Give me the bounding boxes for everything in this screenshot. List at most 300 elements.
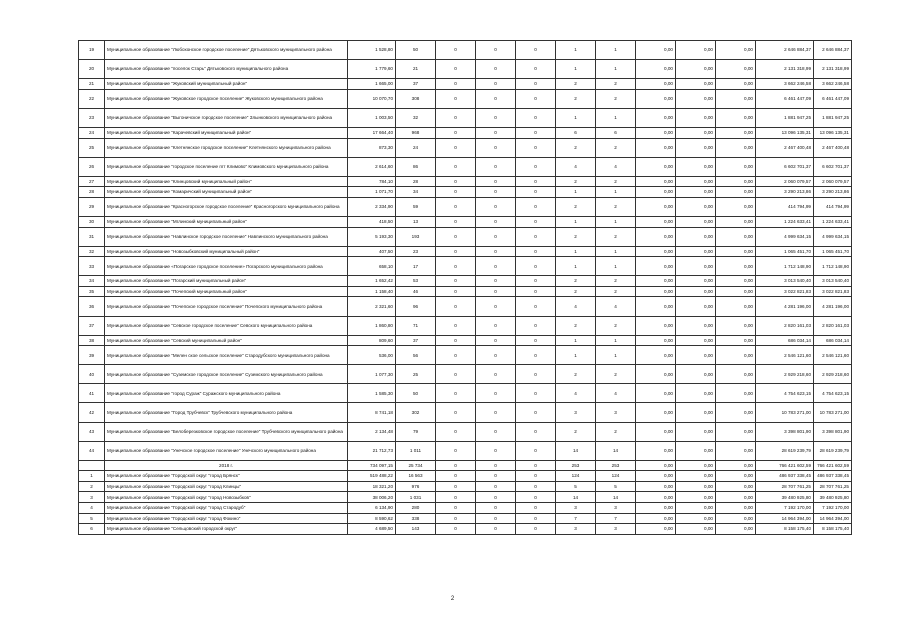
value-cell-c4: 0 xyxy=(476,157,516,176)
value-cell-c3: 0 xyxy=(436,286,476,297)
table-row xyxy=(79,403,852,422)
value-cell-c10: 0,00 xyxy=(716,481,756,492)
value-cell-c3: 0 xyxy=(436,176,476,187)
value-cell-c7: 4 xyxy=(596,157,636,176)
value-cell-c1: 18 321,20 xyxy=(348,481,396,492)
value-cell-c8: 0,00 xyxy=(636,276,676,287)
municipality-name: Муниципальное образование "Суземское городское поселение" Суземского муниципального района xyxy=(105,365,348,384)
value-cell-c11: 4 281 196,00 xyxy=(756,297,814,316)
value-cell-c8: 0,00 xyxy=(636,286,676,297)
value-cell-c12: 28 707 761,25 xyxy=(814,481,852,492)
value-cell-c10: 0,00 xyxy=(716,346,756,365)
value-cell-c4: 0 xyxy=(476,316,516,335)
value-cell-c6: 1 xyxy=(556,108,596,127)
row-number: 5 xyxy=(79,513,105,524)
row-number: 28 xyxy=(79,187,105,198)
value-cell-c2: 17 xyxy=(396,257,436,276)
value-cell-c6: 2 xyxy=(556,276,596,287)
value-cell-c4: 0 xyxy=(476,60,516,79)
value-cell-c2: 37 xyxy=(396,335,436,346)
value-cell-c1: 1 860,80 xyxy=(348,316,396,335)
value-cell-c10: 0,00 xyxy=(716,138,756,157)
value-cell-c11: 3 290 213,86 xyxy=(756,187,814,198)
value-cell-c4: 0 xyxy=(476,403,516,422)
value-cell-c1: 519 488,22 xyxy=(348,471,396,482)
value-cell-c12: 486 937 338,45 xyxy=(814,471,852,482)
row-number: 30 xyxy=(79,216,105,227)
table-row xyxy=(79,471,852,482)
value-cell-c5: 0 xyxy=(516,297,556,316)
value-cell-c4: 0 xyxy=(476,108,516,127)
value-cell-c8: 0,00 xyxy=(636,246,676,257)
value-cell-c11: 1 712 148,90 xyxy=(756,257,814,276)
value-cell-c11: 3 398 801,90 xyxy=(756,422,814,441)
table-row xyxy=(79,127,852,138)
value-cell-c9: 0,00 xyxy=(676,481,716,492)
value-cell-c8: 0,00 xyxy=(636,335,676,346)
value-cell-c4: 0 xyxy=(476,276,516,287)
value-cell-c11: 686 034,14 xyxy=(756,335,814,346)
row-number: 20 xyxy=(79,60,105,79)
value-cell-c7: 1 xyxy=(596,346,636,365)
value-cell-c5: 0 xyxy=(516,216,556,227)
value-cell-c2: 1 031 xyxy=(396,492,436,503)
value-cell-c2: 56 xyxy=(396,346,436,365)
value-cell-c12: 3 662 246,58 xyxy=(814,79,852,90)
value-cell-c9: 0,00 xyxy=(676,365,716,384)
value-cell-c8: 0,00 xyxy=(636,197,676,216)
value-cell-c8: 0,00 xyxy=(636,41,676,60)
value-cell-c11: 7 192 170,00 xyxy=(756,503,814,514)
value-cell-c7: 1 xyxy=(596,216,636,227)
value-cell-c6: 3 xyxy=(556,524,596,535)
municipality-name: Муниципальное образование «Погарское городское поселение» Погарского муниципального района xyxy=(105,257,348,276)
value-cell-c5: 0 xyxy=(516,138,556,157)
value-cell-c5: 0 xyxy=(516,157,556,176)
row-number: 35 xyxy=(79,286,105,297)
value-cell-c8: 0,00 xyxy=(636,79,676,90)
value-cell-c9: 0,00 xyxy=(676,384,716,403)
value-cell-c6: 5 xyxy=(556,481,596,492)
municipality-name: Муниципальное образование "Погарский муниципальный район" xyxy=(105,276,348,287)
value-cell-c2: 13 xyxy=(396,216,436,227)
value-cell-c12: 2 646 884,37 xyxy=(814,41,852,60)
value-cell-c10: 0,00 xyxy=(716,513,756,524)
municipality-name: Муниципальное образование "Городской округ "город Фокино" xyxy=(105,513,348,524)
value-cell-c1: 6 134,90 xyxy=(348,503,396,514)
value-cell-c8: 0,00 xyxy=(636,503,676,514)
value-cell-c8: 0,00 xyxy=(636,89,676,108)
value-cell-c12: 414 794,99 xyxy=(814,197,852,216)
value-cell-c7: 3 xyxy=(596,524,636,535)
municipality-name: Муниципальное образование "Мглинский муниципальный район" xyxy=(105,216,348,227)
value-cell-c7: 3 xyxy=(596,503,636,514)
value-cell-c6: 6 xyxy=(556,127,596,138)
value-cell-c8: 0,00 xyxy=(636,346,676,365)
table-row xyxy=(79,384,852,403)
value-cell-c1: 536,00 xyxy=(348,346,396,365)
value-cell-c8: 0,00 xyxy=(636,187,676,198)
value-cell-c5: 0 xyxy=(516,41,556,60)
value-cell-c2: 193 xyxy=(396,227,436,246)
value-cell-c1: 1 652,42 xyxy=(348,276,396,287)
value-cell-c3: 0 xyxy=(436,60,476,79)
value-cell-c3: 0 xyxy=(436,365,476,384)
value-cell-c9: 0,00 xyxy=(676,316,716,335)
value-cell-c11: 414 794,99 xyxy=(756,197,814,216)
value-cell-c6: 124 xyxy=(556,471,596,482)
value-cell-c6: 3 xyxy=(556,403,596,422)
value-cell-c8: 0,00 xyxy=(636,441,676,460)
value-cell-c3: 0 xyxy=(436,297,476,316)
value-cell-c3: 0 xyxy=(436,79,476,90)
value-cell-c10: 0,00 xyxy=(716,471,756,482)
value-cell-c8: 0,00 xyxy=(636,524,676,535)
value-cell-c1: 418,50 xyxy=(348,216,396,227)
value-cell-c9: 0,00 xyxy=(676,257,716,276)
value-cell-c5: 0 xyxy=(516,513,556,524)
value-cell-c4: 0 xyxy=(476,286,516,297)
value-cell-c4: 0 xyxy=(476,481,516,492)
value-cell-c6: 253 xyxy=(556,460,596,471)
value-cell-c5: 0 xyxy=(516,503,556,514)
value-cell-c1: 5 193,30 xyxy=(348,227,396,246)
value-cell-c11: 2 546 121,60 xyxy=(756,346,814,365)
value-cell-c7: 6 xyxy=(596,127,636,138)
value-cell-c6: 2 xyxy=(556,422,596,441)
value-cell-c2: 71 xyxy=(396,316,436,335)
value-cell-c1: 2 334,90 xyxy=(348,197,396,216)
value-cell-c2: 21 xyxy=(396,60,436,79)
value-cell-c9: 0,00 xyxy=(676,127,716,138)
value-cell-c4: 0 xyxy=(476,471,516,482)
table-total-row xyxy=(79,460,852,471)
value-cell-c12: 1 065 451,70 xyxy=(814,246,852,257)
row-number: 44 xyxy=(79,441,105,460)
value-cell-c5: 0 xyxy=(516,108,556,127)
value-cell-c5: 0 xyxy=(516,384,556,403)
value-cell-c8: 0,00 xyxy=(636,403,676,422)
value-cell-c8: 0,00 xyxy=(636,127,676,138)
municipality-name: Муниципальное образование "Новозыбковский муниципальный район" xyxy=(105,246,348,257)
table-row xyxy=(79,492,852,503)
municipality-name: Муниципальное образование "Почепское городское поселение" Почепского муниципального района xyxy=(105,297,348,316)
value-cell-c10: 0,00 xyxy=(716,157,756,176)
value-cell-c1: 2 134,48 xyxy=(348,422,396,441)
value-cell-c5: 0 xyxy=(516,492,556,503)
value-cell-c7: 14 xyxy=(596,441,636,460)
value-cell-c7: 2 xyxy=(596,227,636,246)
row-number: 4 xyxy=(79,503,105,514)
value-cell-c3: 0 xyxy=(436,246,476,257)
value-cell-c5: 0 xyxy=(516,471,556,482)
value-cell-c8: 0,00 xyxy=(636,108,676,127)
value-cell-c6: 1 xyxy=(556,41,596,60)
value-cell-c10: 0,00 xyxy=(716,197,756,216)
row-number: 41 xyxy=(79,384,105,403)
municipality-name: Муниципальное образование "поселок Старь" Дятьковского муниципального района xyxy=(105,60,348,79)
value-cell-c3: 0 xyxy=(436,422,476,441)
value-cell-c11: 10 783 271,00 xyxy=(756,403,814,422)
value-cell-c12: 2 929 218,60 xyxy=(814,365,852,384)
value-cell-c1: 734 097,15 xyxy=(348,460,396,471)
table-row xyxy=(79,197,852,216)
value-cell-c6: 1 xyxy=(556,346,596,365)
municipality-name: Муниципальное образование "Мелен ское сельское поселение" Стародубского муниципального района xyxy=(105,346,348,365)
municipality-name: Муниципальное образование "Белоберезковское городское поселение" Трубчевского муниципального района xyxy=(105,422,348,441)
value-cell-c11: 2 060 079,57 xyxy=(756,176,814,187)
value-cell-c12: 2 060 079,57 xyxy=(814,176,852,187)
value-cell-c7: 2 xyxy=(596,316,636,335)
value-cell-c7: 2 xyxy=(596,138,636,157)
value-cell-c3: 0 xyxy=(436,384,476,403)
value-cell-c10: 0,00 xyxy=(716,216,756,227)
value-cell-c4: 0 xyxy=(476,79,516,90)
row-number: 24 xyxy=(79,127,105,138)
value-cell-c11: 3 022 821,83 xyxy=(756,286,814,297)
table-row xyxy=(79,503,852,514)
value-cell-c10: 0,00 xyxy=(716,276,756,287)
value-cell-c11: 8 158 175,40 xyxy=(756,524,814,535)
value-cell-c3: 0 xyxy=(436,335,476,346)
value-cell-c6: 4 xyxy=(556,297,596,316)
table-row xyxy=(79,60,852,79)
municipality-name: Муниципальное образование "Навлинское городское поселение" Навлинского муниципального района xyxy=(105,227,348,246)
value-cell-c2: 86 xyxy=(396,157,436,176)
value-cell-c5: 0 xyxy=(516,460,556,471)
municipality-name: Муниципальное образование "Город Трубчевск" Трубчевского муниципального района xyxy=(105,403,348,422)
value-cell-c9: 0,00 xyxy=(676,60,716,79)
value-cell-c2: 37 xyxy=(396,79,436,90)
value-cell-c3: 0 xyxy=(436,227,476,246)
table-row xyxy=(79,316,852,335)
value-cell-c10: 0,00 xyxy=(716,246,756,257)
value-cell-c9: 0,00 xyxy=(676,197,716,216)
value-cell-c7: 1 xyxy=(596,187,636,198)
municipality-name: Муниципальное образование "Унечское городское поселение" Унечского муниципального района xyxy=(105,441,348,460)
value-cell-c6: 4 xyxy=(556,157,596,176)
value-cell-c9: 0,00 xyxy=(676,216,716,227)
table-row xyxy=(79,257,852,276)
value-cell-c1: 8 590,62 xyxy=(348,513,396,524)
value-cell-c6: 2 xyxy=(556,227,596,246)
value-cell-c6: 1 xyxy=(556,246,596,257)
value-cell-c10: 0,00 xyxy=(716,60,756,79)
value-cell-c4: 0 xyxy=(476,365,516,384)
value-cell-c5: 0 xyxy=(516,60,556,79)
value-cell-c4: 0 xyxy=(476,503,516,514)
value-cell-c5: 0 xyxy=(516,286,556,297)
value-cell-c10: 0,00 xyxy=(716,127,756,138)
value-cell-c9: 0,00 xyxy=(676,471,716,482)
municipality-name: Муниципальное образование "Севское городское поселение" Севского муниципального района xyxy=(105,316,348,335)
municipality-name: Муниципальное образование "Карачевский муниципальный район" xyxy=(105,127,348,138)
value-cell-c3: 0 xyxy=(436,503,476,514)
value-cell-c1: 407,50 xyxy=(348,246,396,257)
value-cell-c3: 0 xyxy=(436,316,476,335)
value-cell-c3: 0 xyxy=(436,187,476,198)
value-cell-c9: 0,00 xyxy=(676,346,716,365)
value-cell-c1: 2 321,60 xyxy=(348,297,396,316)
value-cell-c11: 4 754 623,15 xyxy=(756,384,814,403)
row-number: 21 xyxy=(79,79,105,90)
value-cell-c11: 2 820 161,03 xyxy=(756,316,814,335)
value-cell-c11: 14 964 394,00 xyxy=(756,513,814,524)
row-number: 29 xyxy=(79,197,105,216)
value-cell-c9: 0,00 xyxy=(676,422,716,441)
value-cell-c12: 766 421 602,59 xyxy=(814,460,852,471)
value-cell-c10: 0,00 xyxy=(716,41,756,60)
municipality-name: Муниципальное образование "Любохонское городское поселение" Дятьковского муниципального района xyxy=(105,41,348,60)
municipality-name: Муниципальное образование "Клетнянское городское поселение" Клетнянского муниципального района xyxy=(105,138,348,157)
value-cell-c4: 0 xyxy=(476,513,516,524)
value-cell-c10: 0,00 xyxy=(716,460,756,471)
value-cell-c3: 0 xyxy=(436,127,476,138)
row-number xyxy=(79,460,105,471)
value-cell-c3: 0 xyxy=(436,441,476,460)
value-cell-c7: 124 xyxy=(596,471,636,482)
value-cell-c2: 32 xyxy=(396,108,436,127)
value-cell-c6: 2 xyxy=(556,89,596,108)
value-cell-c12: 4 281 196,00 xyxy=(814,297,852,316)
value-cell-c12: 13 096 135,31 xyxy=(814,127,852,138)
value-cell-c2: 280 xyxy=(396,503,436,514)
value-cell-c7: 3 xyxy=(596,403,636,422)
value-cell-c11: 1 881 947,25 xyxy=(756,108,814,127)
value-cell-c3: 0 xyxy=(436,89,476,108)
value-cell-c7: 1 xyxy=(596,108,636,127)
table-row xyxy=(79,346,852,365)
municipality-name: Муниципальное образование "Жуковское городское поселение" Жуковского муниципального района xyxy=(105,89,348,108)
value-cell-c2: 25 734 xyxy=(396,460,436,471)
table-row xyxy=(79,481,852,492)
value-cell-c11: 28 707 761,25 xyxy=(756,481,814,492)
value-cell-c11: 2 929 218,60 xyxy=(756,365,814,384)
table-row xyxy=(79,335,852,346)
value-cell-c9: 0,00 xyxy=(676,157,716,176)
document-page xyxy=(78,40,851,535)
value-cell-c1: 8 741,18 xyxy=(348,403,396,422)
value-cell-c8: 0,00 xyxy=(636,471,676,482)
row-number: 25 xyxy=(79,138,105,157)
row-number: 26 xyxy=(79,157,105,176)
row-number: 19 xyxy=(79,41,105,60)
value-cell-c9: 0,00 xyxy=(676,441,716,460)
value-cell-c9: 0,00 xyxy=(676,138,716,157)
value-cell-c11: 6 461 447,09 xyxy=(756,89,814,108)
value-cell-c10: 0,00 xyxy=(716,365,756,384)
value-cell-c4: 0 xyxy=(476,216,516,227)
row-number: 43 xyxy=(79,422,105,441)
value-cell-c8: 0,00 xyxy=(636,297,676,316)
value-cell-c9: 0,00 xyxy=(676,513,716,524)
value-cell-c8: 0,00 xyxy=(636,138,676,157)
value-cell-c9: 0,00 xyxy=(676,297,716,316)
value-cell-c11: 13 096 135,31 xyxy=(756,127,814,138)
value-cell-c6: 14 xyxy=(556,441,596,460)
value-cell-c3: 0 xyxy=(436,346,476,365)
row-number: 22 xyxy=(79,89,105,108)
value-cell-c8: 0,00 xyxy=(636,513,676,524)
value-cell-c12: 1 712 148,90 xyxy=(814,257,852,276)
value-cell-c4: 0 xyxy=(476,460,516,471)
value-cell-c4: 0 xyxy=(476,89,516,108)
value-cell-c7: 4 xyxy=(596,297,636,316)
value-cell-c12: 39 480 925,80 xyxy=(814,492,852,503)
value-cell-c2: 24 xyxy=(396,138,436,157)
value-cell-c7: 1 xyxy=(596,41,636,60)
value-cell-c10: 0,00 xyxy=(716,227,756,246)
value-cell-c9: 0,00 xyxy=(676,79,716,90)
value-cell-c6: 1 xyxy=(556,60,596,79)
value-cell-c10: 0,00 xyxy=(716,286,756,297)
table-row xyxy=(79,524,852,535)
table-row xyxy=(79,157,852,176)
table-row xyxy=(79,89,852,108)
value-cell-c12: 1 224 633,41 xyxy=(814,216,852,227)
value-cell-c10: 0,00 xyxy=(716,89,756,108)
municipality-name: Муниципальное образование "Городской округ "город Новозыбков" xyxy=(105,492,348,503)
value-cell-c8: 0,00 xyxy=(636,460,676,471)
value-cell-c8: 0,00 xyxy=(636,216,676,227)
value-cell-c12: 2 131 318,99 xyxy=(814,60,852,79)
value-cell-c12: 28 619 239,79 xyxy=(814,441,852,460)
value-cell-c5: 0 xyxy=(516,481,556,492)
value-cell-c5: 0 xyxy=(516,89,556,108)
table-row xyxy=(79,216,852,227)
municipality-name: Муниципальное образование "Городской округ "город Клинцы" xyxy=(105,481,348,492)
value-cell-c3: 0 xyxy=(436,257,476,276)
value-cell-c12: 686 034,14 xyxy=(814,335,852,346)
row-number: 32 xyxy=(79,246,105,257)
value-cell-c10: 0,00 xyxy=(716,316,756,335)
value-cell-c4: 0 xyxy=(476,41,516,60)
value-cell-c2: 23 xyxy=(396,246,436,257)
value-cell-c7: 1 xyxy=(596,246,636,257)
value-cell-c2: 143 xyxy=(396,524,436,535)
value-cell-c8: 0,00 xyxy=(636,176,676,187)
value-cell-c2: 53 xyxy=(396,276,436,287)
value-cell-c7: 1 xyxy=(596,60,636,79)
value-cell-c9: 0,00 xyxy=(676,276,716,287)
value-cell-c9: 0,00 xyxy=(676,335,716,346)
value-cell-c7: 2 xyxy=(596,176,636,187)
value-cell-c9: 0,00 xyxy=(676,227,716,246)
municipality-name: Муниципальное образование "Выгоничское городское поселение" Злынковского муниципального района xyxy=(105,108,348,127)
table-row xyxy=(79,108,852,127)
value-cell-c10: 0,00 xyxy=(716,422,756,441)
table-row xyxy=(79,513,852,524)
table-row xyxy=(79,286,852,297)
value-cell-c4: 0 xyxy=(476,492,516,503)
value-cell-c7: 2 xyxy=(596,276,636,287)
value-cell-c3: 0 xyxy=(436,513,476,524)
value-cell-c10: 0,00 xyxy=(716,403,756,422)
value-cell-c7: 4 xyxy=(596,384,636,403)
value-cell-c12: 8 158 175,40 xyxy=(814,524,852,535)
row-number: 40 xyxy=(79,365,105,384)
value-cell-c1: 1 071,70 xyxy=(348,187,396,198)
value-cell-c7: 2 xyxy=(596,89,636,108)
value-cell-c2: 96 xyxy=(396,297,436,316)
value-cell-c10: 0,00 xyxy=(716,492,756,503)
value-cell-c10: 0,00 xyxy=(716,257,756,276)
value-cell-c12: 2 467 400,48 xyxy=(814,138,852,157)
municipal-data-table xyxy=(78,40,852,535)
municipality-name: Муниципальное образование "Севский муниципальный район" xyxy=(105,335,348,346)
value-cell-c1: 17 664,40 xyxy=(348,127,396,138)
value-cell-c3: 0 xyxy=(436,138,476,157)
